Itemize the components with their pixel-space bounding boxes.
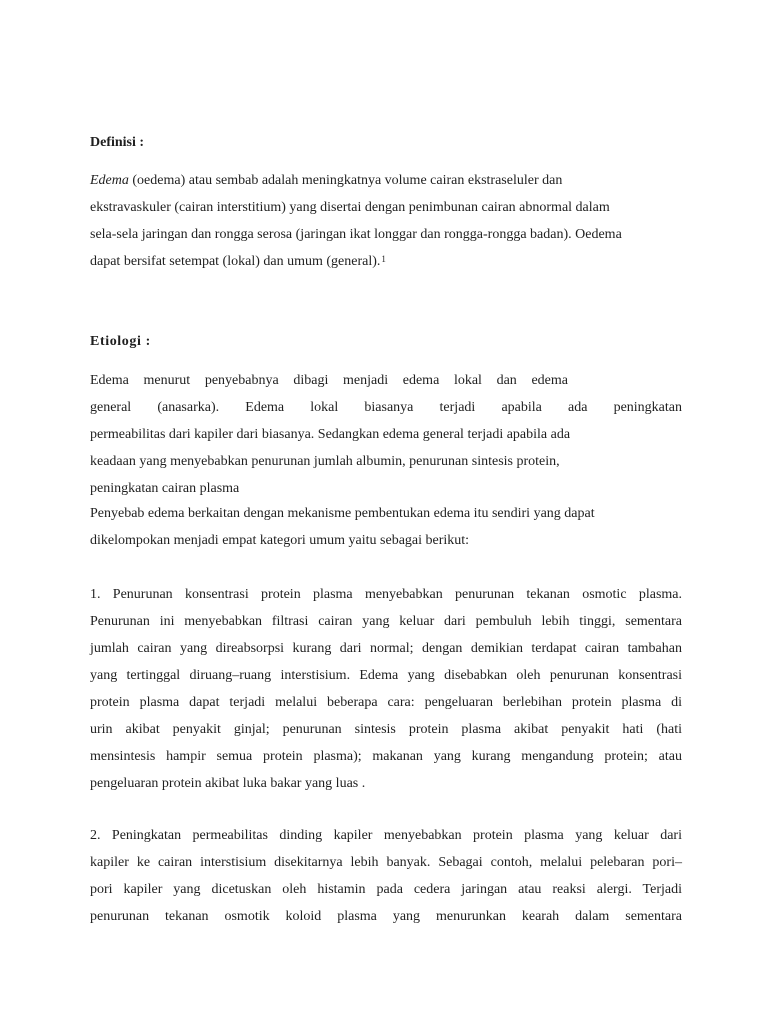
point1-line-4: yang tertinggal diruang–ruang interstisium. Edema yang disebabkan oleh penurunan konsentrasi <box>90 668 682 683</box>
definisi-line-1 <box>90 172 562 190</box>
point1-line-3: jumlah cairan yang direabsorpsi kurang dari normal; dengan demikian terdapat cairan tambahan <box>90 641 682 656</box>
point1-line-8: pengeluaran protein akibat luka bakar yang luas . <box>90 776 366 791</box>
definisi-line-2: ekstravaskuler (cairan interstitium) yang disertai dengan penimbunan cairan abnormal dalam <box>90 200 610 215</box>
point2-line-2: kapiler ke cairan interstisium disekitarnya lebih banyak. Sebagai contoh, melalui pelebaran pori– <box>90 855 682 870</box>
etiologi-line-3: permeabilitas dari kapiler dari biasanya. Sedangkan edema general terjadi apabila ada <box>90 427 571 442</box>
edema-term: Edema <box>90 173 129 188</box>
definisi-line-4-text: dapat bersifat setempat (lokal) dan umum (general). <box>90 254 381 269</box>
document-page <box>90 0 682 1024</box>
point1-line-7: mensintesis hampir semua protein plasma); makanan yang kurang mengandung protein; atau <box>90 749 682 764</box>
etiologi-line-4: keadaan yang menyebabkan penurunan jumlah albumin, penurunan sintesis protein, <box>90 454 560 469</box>
etiologi-line-5: peningkatan cairan plasma <box>90 481 240 496</box>
point1-line-6: urin akibat penyakit ginjal; penurunan sintesis protein plasma akibat penyakit hati (hati <box>90 722 682 737</box>
definisi-line-1-text: (oedema) atau sembab adalah meningkatnya volume cairan ekstraseluler dan <box>128 173 563 188</box>
point1-line-5: protein plasma dapat terjadi melalui beberapa cara: pengeluaran berlebihan protein plasma di <box>90 695 682 710</box>
point2-line-4: penurunan tekanan osmotik koloid plasma yang menurunkan kearah dalam sementara <box>90 909 682 924</box>
point2-line-3: pori kapiler yang dicetuskan oleh histamin pada cedera jaringan atau reaksi alergi. Terjadi <box>90 882 682 897</box>
etiologi-line-2: general (anasarka). Edema lokal biasanya terjadi apabila ada peningkatan <box>90 400 682 415</box>
etiologi-line-7: dikelompokan menjadi empat kategori umum yaitu sebagai berikut: <box>90 533 470 548</box>
definisi-heading: Definisi : <box>90 135 145 150</box>
definisi-line-3: sela-sela jaringan dan rongga serosa (jaringan ikat longgar dan rongga-rongga badan). Oedema <box>90 227 622 242</box>
point2-line-1: 2. Peningkatan permeabilitas dinding kapiler menyebabkan protein plasma yang keluar dari <box>90 828 682 843</box>
point1-line-2: Penurunan ini menyebabkan filtrasi cairan yang keluar dari pembuluh lebih tinggi, sementara <box>90 614 682 629</box>
etiologi-line-6: Penyebab edema berkaitan dengan mekanisme pembentukan edema itu sendiri yang dapat <box>90 506 595 521</box>
footnote-marker: 1 <box>381 254 386 264</box>
definisi-line-4 <box>90 253 386 271</box>
etiologi-heading: Etiologi : <box>90 334 151 349</box>
etiologi-line-1: Edema menurut penyebabnya dibagi menjadi edema lokal dan edema <box>90 373 568 388</box>
point1-line-1: 1. Penurunan konsentrasi protein plasma menyebabkan penurunan tekanan osmotic plasma. <box>90 587 682 602</box>
